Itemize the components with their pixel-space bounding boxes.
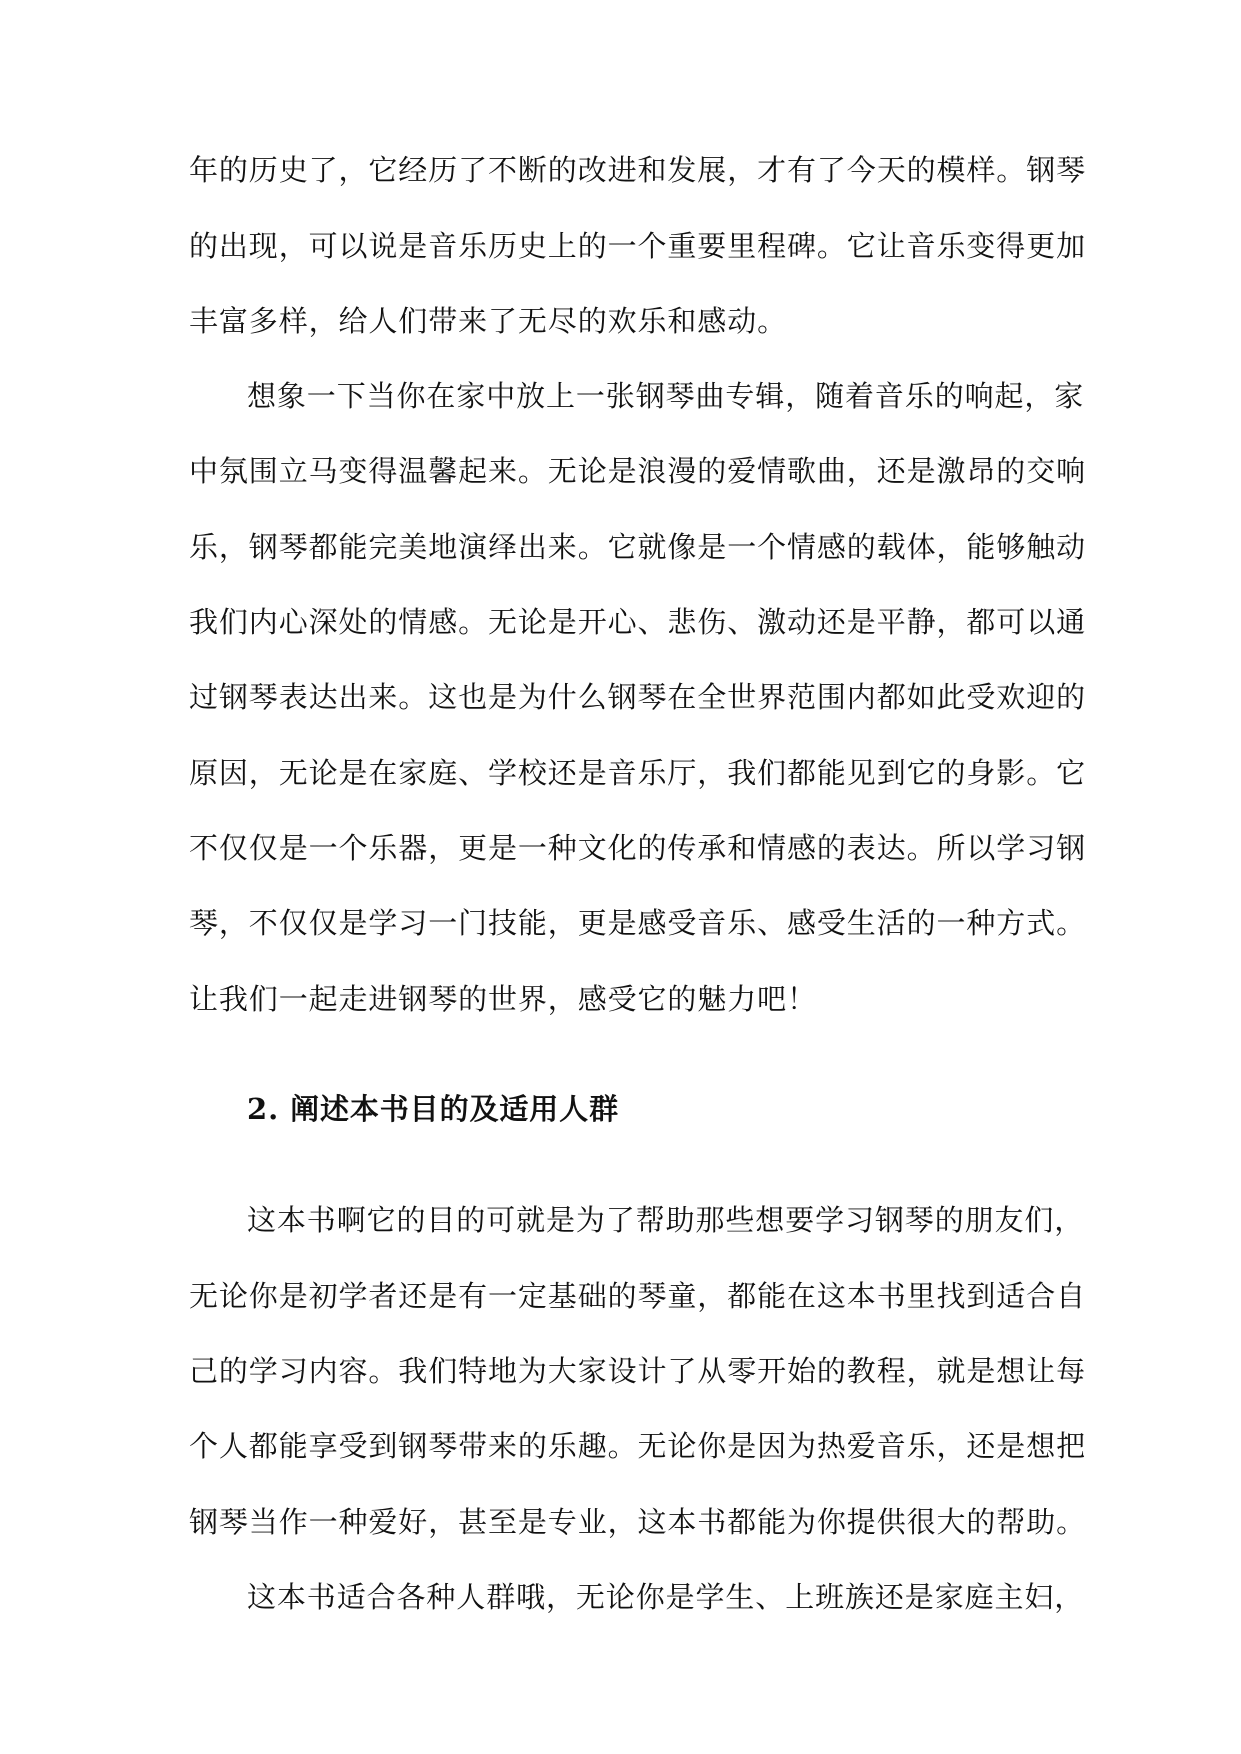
section-paragraph-1-line-5: 钢琴当作一种爱好，甚至是专业，这本书都能为你提供很大的帮助。	[189, 1505, 1087, 1539]
section-paragraph-1-line-4: 个人都能享受到钢琴带来的乐趣。无论你是因为热爱音乐，还是想把	[189, 1429, 1087, 1463]
section-paragraph-1-line-3: 己的学习内容。我们特地为大家设计了从零开始的教程，就是想让每	[189, 1354, 1087, 1388]
paragraph-2-line-4: 我们内心深处的情感。无论是开心、悲伤、激动还是平静，都可以通	[189, 605, 1087, 639]
section-paragraph-2-line-1: 这本书适合各种人群哦，无论你是学生、上班族还是家庭主妇，	[247, 1580, 1085, 1614]
paragraph-2-line-3: 乐，钢琴都能完美地演绎出来。它就像是一个情感的载体，能够触动	[189, 530, 1087, 564]
paragraph-1-line-3: 丰富多样，给人们带来了无尽的欢乐和感动。	[189, 304, 788, 338]
paragraph-2-line-2: 中氛围立马变得温馨起来。无论是浪漫的爱情歌曲，还是激昂的交响	[189, 454, 1087, 488]
paragraph-2-line-6: 原因，无论是在家庭、学校还是音乐厅，我们都能见到它的身影。它	[189, 756, 1087, 790]
paragraph-2-line-5: 过钢琴表达出来。这也是为什么钢琴在全世界范围内都如此受欢迎的	[189, 680, 1087, 714]
section-heading	[247, 1089, 619, 1129]
section-title: 阐述本书目的及适用人群	[290, 1092, 619, 1126]
section-paragraph-1-line-2: 无论你是初学者还是有一定基础的琴童，都能在这本书里找到适合自	[189, 1279, 1087, 1313]
paragraph-2-line-8: 琴，不仅仅是学习一门技能，更是感受音乐、感受生活的一种方式。	[189, 906, 1087, 940]
section-number: 2.	[247, 1092, 280, 1126]
paragraph-1-line-2: 的出现，可以说是音乐历史上的一个重要里程碑。它让音乐变得更加	[189, 229, 1087, 263]
paragraph-2-line-9: 让我们一起走进钢琴的世界，感受它的魅力吧！	[189, 982, 817, 1016]
paragraph-2-line-1: 想象一下当你在家中放上一张钢琴曲专辑，随着音乐的响起，家	[247, 379, 1085, 413]
section-paragraph-1-line-1: 这本书啊它的目的可就是为了帮助那些想要学习钢琴的朋友们，	[247, 1203, 1085, 1237]
paragraph-2-line-7: 不仅仅是一个乐器，更是一种文化的传承和情感的表达。所以学习钢	[189, 831, 1087, 865]
paragraph-1-line-1: 年的历史了，它经历了不断的改进和发展，才有了今天的模样。钢琴	[189, 153, 1087, 187]
